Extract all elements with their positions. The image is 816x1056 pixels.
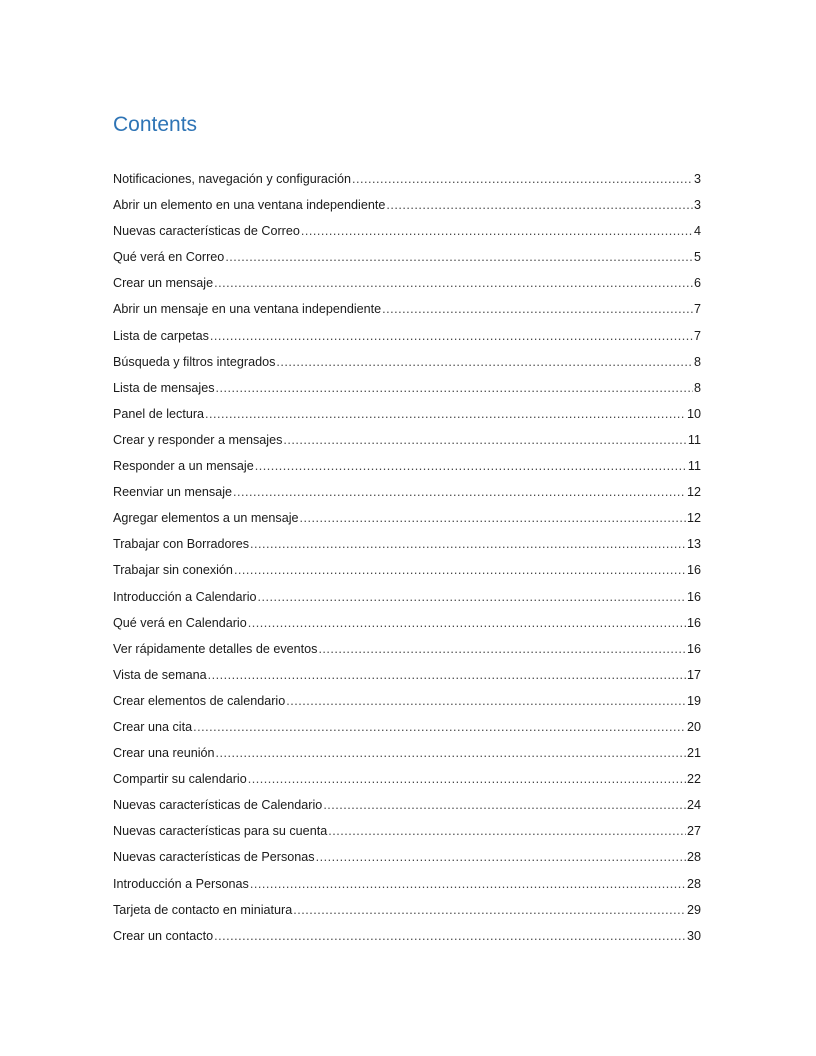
toc-dot-leader (318, 638, 686, 660)
toc-page-number: 3 (693, 198, 701, 213)
toc-entry[interactable] (113, 351, 701, 377)
toc-entry-text: Vista de semana (113, 667, 207, 682)
toc-entry[interactable] (113, 403, 701, 429)
toc-dot-leader (301, 220, 693, 242)
toc-dot-leader (300, 507, 686, 529)
toc-entry-text: Búsqueda y filtros integrados (113, 354, 276, 369)
toc-entry[interactable] (113, 716, 701, 742)
page-title: Contents (113, 113, 198, 136)
toc-dot-leader (283, 429, 687, 451)
toc-page-number: 17 (686, 667, 701, 682)
toc-entry-text: Crear un contacto (113, 928, 214, 943)
toc-page-number: 16 (686, 641, 701, 656)
toc-entry[interactable] (113, 455, 701, 481)
toc-entry-text: Trabajar con Borradores (113, 537, 250, 552)
toc-entry[interactable] (113, 533, 701, 559)
toc-dot-leader (250, 873, 686, 895)
toc-entry-text: Nuevas características de Personas (113, 850, 315, 865)
toc-entry-text: Abrir un mensaje en una ventana independiente (113, 302, 382, 317)
toc-page-number: 4 (693, 224, 701, 239)
toc-dot-leader (216, 742, 686, 764)
toc-dot-leader (323, 794, 686, 816)
toc-entry[interactable] (113, 220, 701, 246)
toc-entry-text: Nuevas características de Calendario (113, 798, 323, 813)
toc-page-number: 10 (686, 406, 701, 421)
toc-page-number: 19 (686, 693, 701, 708)
toc-entry-text: Compartir su calendario (113, 772, 247, 787)
toc-dot-leader (255, 455, 687, 477)
toc-entry-text: Crear una cita (113, 719, 193, 734)
toc-dot-leader (233, 481, 686, 503)
toc-entry-text: Responder a un mensaje (113, 459, 254, 474)
toc-dot-leader (276, 351, 693, 373)
toc-page-number: 3 (693, 172, 701, 186)
toc-page-number: 16 (686, 563, 701, 578)
toc-page-number: 16 (686, 615, 701, 630)
toc-entry[interactable] (113, 168, 701, 194)
toc-entry-text: Ver rápidamente detalles de eventos (113, 641, 318, 656)
toc-entry[interactable] (113, 298, 701, 324)
toc-page-number: 12 (686, 485, 701, 500)
toc-dot-leader (225, 246, 693, 268)
toc-page-number: 5 (693, 250, 701, 265)
toc-entry[interactable] (113, 638, 701, 664)
toc-dot-leader (208, 664, 686, 686)
toc-entry[interactable] (113, 846, 701, 872)
toc-entry[interactable] (113, 559, 701, 585)
toc-entry[interactable] (113, 507, 701, 533)
toc-entry-text: Lista de mensajes (113, 380, 215, 395)
toc-page-number: 28 (686, 850, 701, 865)
table-of-contents (113, 168, 701, 951)
toc-dot-leader (214, 925, 686, 947)
toc-entry-text: Nuevas características de Correo (113, 224, 300, 239)
toc-entry[interactable] (113, 272, 701, 298)
toc-dot-leader (193, 716, 686, 738)
toc-entry[interactable] (113, 820, 701, 846)
toc-entry[interactable] (113, 768, 701, 794)
toc-entry-text: Reenviar un mensaje (113, 485, 233, 500)
toc-entry-text: Crear elementos de calendario (113, 693, 286, 708)
toc-entry-text: Crear un mensaje (113, 276, 214, 291)
toc-entry[interactable] (113, 586, 701, 612)
toc-page-number: 28 (686, 876, 701, 891)
toc-page-number: 11 (687, 432, 701, 447)
toc-entry-text: Qué verá en Calendario (113, 615, 247, 630)
toc-page-number: 13 (686, 537, 701, 552)
toc-page-number: 29 (686, 902, 701, 917)
toc-page-number: 8 (693, 380, 701, 395)
toc-entry[interactable] (113, 481, 701, 507)
toc-entry[interactable] (113, 325, 701, 351)
toc-page-number: 21 (686, 746, 701, 761)
toc-page-number: 12 (686, 511, 701, 526)
toc-entry-text: Nuevas características para su cuenta (113, 824, 328, 839)
toc-entry-text: Agregar elementos a un mensaje (113, 511, 299, 526)
toc-entry[interactable] (113, 899, 701, 925)
toc-dot-leader (352, 168, 693, 190)
toc-dot-leader (248, 768, 686, 790)
toc-page-number: 27 (686, 824, 701, 839)
toc-entry[interactable] (113, 377, 701, 403)
toc-dot-leader (214, 272, 693, 294)
toc-entry-text: Tarjeta de contacto en miniatura (113, 902, 293, 917)
toc-page-number: 6 (693, 276, 701, 291)
toc-entry[interactable] (113, 873, 701, 899)
toc-page-number: 11 (687, 459, 701, 474)
toc-dot-leader (258, 586, 686, 608)
toc-dot-leader (316, 846, 686, 868)
toc-dot-leader (216, 377, 693, 399)
toc-entry-text: Lista de carpetas (113, 328, 209, 343)
toc-entry[interactable] (113, 429, 701, 455)
toc-dot-leader (386, 194, 693, 216)
toc-page-number: 8 (693, 354, 701, 369)
toc-entry-text: Trabajar sin conexión (113, 563, 233, 578)
toc-dot-leader (210, 325, 693, 347)
toc-page-number: 7 (693, 328, 701, 343)
toc-page-number: 16 (686, 589, 701, 604)
toc-dot-leader (293, 899, 686, 921)
toc-entry[interactable] (113, 925, 701, 951)
toc-dot-leader (286, 690, 686, 712)
toc-dot-leader (328, 820, 686, 842)
toc-entry-text: Introducción a Calendario (113, 589, 257, 604)
toc-entry-text: Qué verá en Correo (113, 250, 225, 265)
toc-entry[interactable] (113, 664, 701, 690)
toc-dot-leader (248, 612, 686, 634)
toc-dot-leader (205, 403, 686, 425)
toc-entry-text: Crear una reunión (113, 746, 215, 761)
toc-entry[interactable] (113, 690, 701, 716)
toc-dot-leader (234, 559, 686, 581)
toc-dot-leader (382, 298, 693, 320)
toc-entry[interactable] (113, 194, 701, 220)
toc-entry[interactable] (113, 742, 701, 768)
toc-page-number: 22 (686, 772, 701, 787)
toc-page-number: 30 (686, 928, 701, 943)
toc-entry-text: Introducción a Personas (113, 876, 249, 891)
toc-page-number: 20 (686, 719, 701, 734)
toc-entry-text: Crear y responder a mensajes (113, 432, 283, 447)
toc-entry[interactable] (113, 794, 701, 820)
toc-entry[interactable] (113, 246, 701, 272)
toc-page-number: 7 (693, 302, 701, 317)
toc-entry-text: Abrir un elemento en una ventana independiente (113, 198, 386, 213)
toc-page-number: 24 (686, 798, 701, 813)
toc-entry[interactable] (113, 612, 701, 638)
toc-dot-leader (250, 533, 686, 555)
toc-entry-text: Notificaciones, navegación y configuración (113, 172, 352, 186)
toc-entry-text: Panel de lectura (113, 406, 205, 421)
